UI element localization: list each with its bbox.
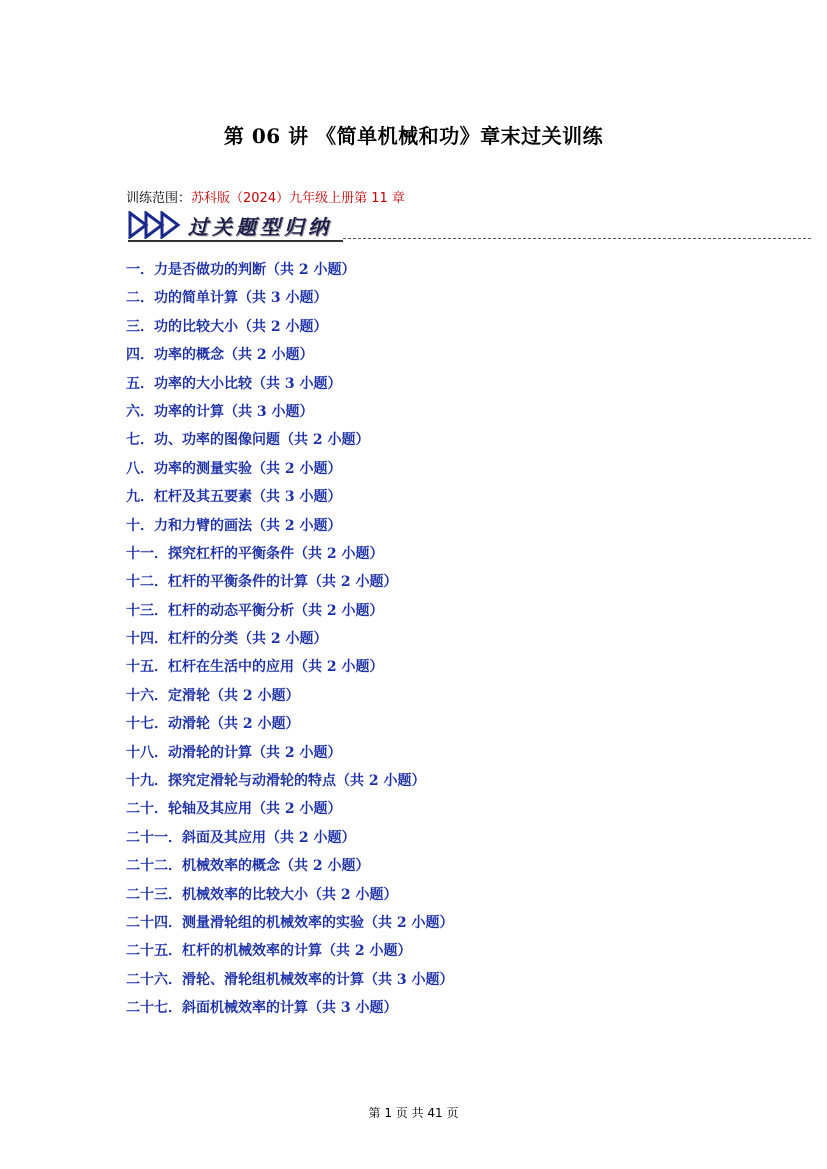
banner-underline	[128, 240, 343, 242]
topic-item: 二．功的简单计算（共 3 小题）	[126, 290, 328, 307]
topic-item: 十六．定滑轮（共 2 小题）	[126, 687, 300, 704]
topic-item: 四．功率的概念（共 2 小题）	[126, 347, 314, 364]
topic-item: 二十四．测量滑轮组的机械效率的实验（共 2 小题）	[126, 914, 454, 931]
topic-item: 二十二．机械效率的概念（共 2 小题）	[126, 858, 370, 875]
scope-value: 苏科版（2024）九年级上册第 11 章	[191, 191, 405, 206]
topic-item: 二十．轮轴及其应用（共 2 小题）	[126, 801, 342, 818]
page-footer: 第 1 页 共 41 页	[368, 1106, 459, 1120]
topic-item: 二十七．斜面机械效率的计算（共 3 小题）	[126, 1000, 398, 1017]
topic-item: 二十五．杠杆的机械效率的计算（共 2 小题）	[126, 943, 412, 960]
topic-item: 二十六．滑轮、滑轮组机械效率的计算（共 3 小题）	[126, 971, 454, 988]
banner-title: 过关题型归纳	[188, 214, 332, 239]
topic-item: 十七．动滑轮（共 2 小题）	[126, 716, 300, 733]
topic-item: 十．力和力臂的画法（共 2 小题）	[126, 517, 342, 534]
section-banner	[128, 208, 343, 242]
triple-arrow-icon	[128, 211, 182, 239]
topic-item: 十五．杠杆在生活中的应用（共 2 小题）	[126, 659, 384, 676]
training-scope	[126, 187, 405, 206]
page-title: 第 06 讲 《简单机械和功》章末过关训练	[223, 124, 604, 148]
topic-item: 十四．杠杆的分类（共 2 小题）	[126, 631, 328, 648]
topic-item: 十二．杠杆的平衡条件的计算（共 2 小题）	[126, 574, 398, 591]
topic-item: 二十三．机械效率的比较大小（共 2 小题）	[126, 886, 398, 903]
topic-item: 三．功的比较大小（共 2 小题）	[126, 318, 328, 335]
dashed-divider	[343, 238, 811, 239]
topic-item: 十一．探究杠杆的平衡条件（共 2 小题）	[126, 545, 384, 562]
topic-item: 八．功率的测量实验（共 2 小题）	[126, 460, 342, 477]
scope-label: 训练范围：	[126, 191, 192, 206]
topic-list	[126, 260, 454, 1027]
topic-item: 二十一．斜面及其应用（共 2 小题）	[126, 829, 356, 846]
topic-item: 一．力是否做功的判断（共 2 小题）	[126, 262, 356, 278]
topic-item: 十三．杠杆的动态平衡分析（共 2 小题）	[126, 602, 384, 619]
topic-item: 十八．动滑轮的计算（共 2 小题）	[126, 744, 342, 761]
topic-item: 十九．探究定滑轮与动滑轮的特点（共 2 小题）	[126, 773, 426, 790]
topic-item: 五．功率的大小比较（共 3 小题）	[126, 375, 342, 392]
topic-item: 六．功率的计算（共 3 小题）	[126, 403, 314, 420]
topic-item: 九．杠杆及其五要素（共 3 小题）	[126, 489, 342, 506]
topic-item: 七．功、功率的图像问题（共 2 小题）	[126, 432, 370, 449]
